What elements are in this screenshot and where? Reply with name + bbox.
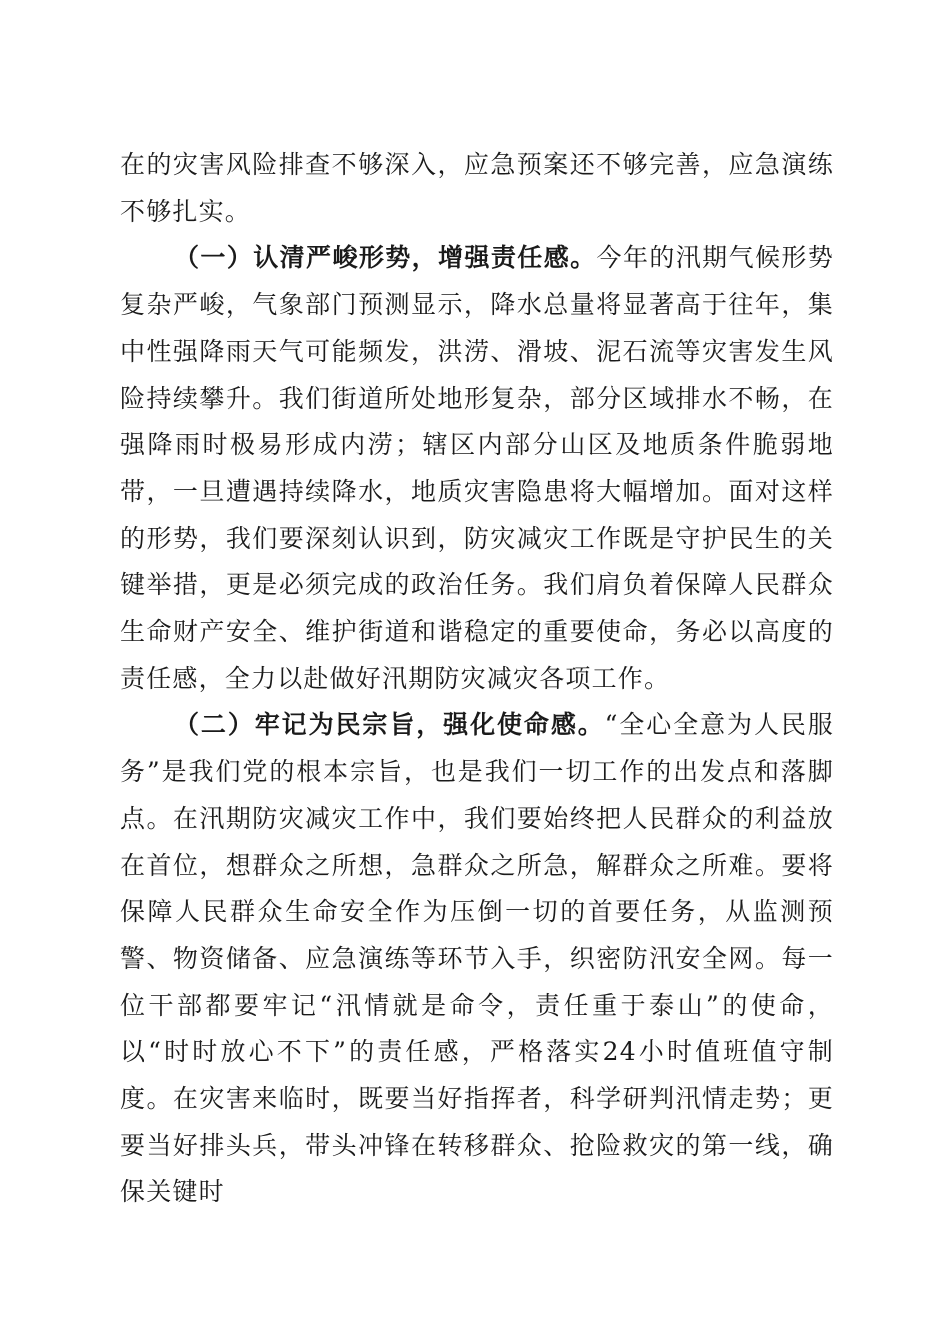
paragraph-text: 在的灾害风险排查不够深入，应急预案还不够完善，应急演练不够扎实。: [120, 150, 834, 226]
section-one-heading: （一）认清严峻形势，增强责任感。: [174, 243, 597, 273]
section-one-text: 今年的汛期气候形势复杂严峻，气象部门预测显示，降水总量将显著高于往年，集中性强降雨天气可能频发，洪涝、滑坡、泥石流等灾害发生风险持续攀升。我们街道所处地形复杂，部分区域排水不畅，在强降雨时极易形成内涝；辖区内部分山区及地质条件脆弱地带，一旦遭遇持续降水，地质灾害隐患将大幅增加。面对这样的形势，我们要深刻认识到，防灾减灾工作既是守护民生的关键举措，更是必须完成的政治任务。我们肩负着保障人民群众生命财产安全、维护街道和谐稳定的重要使命，务必以高度的责任感，全力以赴做好汛期防灾减灾各项工作。: [120, 243, 834, 693]
paragraph-continuation: [120, 142, 834, 235]
section-two-text: “全心全意为人民服务”是我们党的根本宗旨，也是我们一切工作的出发点和落脚点。在汛期防灾减灾工作中，我们要始终把人民群众的利益放在首位，想群众之所想，急群众之所急，解群众之所难。要将保障人民群众生命安全作为压倒一切的首要任务，从监测预警、物资储备、应急演练等环节入手，织密防汛安全网。每一位干部都要牢记“汛情就是命令，责任重于泰山”的使命，以“时时放心不下”的责任感，严格落实24小时值班值守制度。在灾害来临时，既要当好指挥者，科学研判汛情走势；更要当好排头兵，带头冲锋在转移群众、抢险救灾的第一线，确保关键时: [120, 710, 834, 1207]
document-body: [120, 142, 834, 1216]
paragraph-section-one: [120, 235, 834, 702]
paragraph-section-two: [120, 702, 834, 1216]
section-two-heading: （二）牢记为民宗旨，强化使命感。: [174, 710, 605, 740]
